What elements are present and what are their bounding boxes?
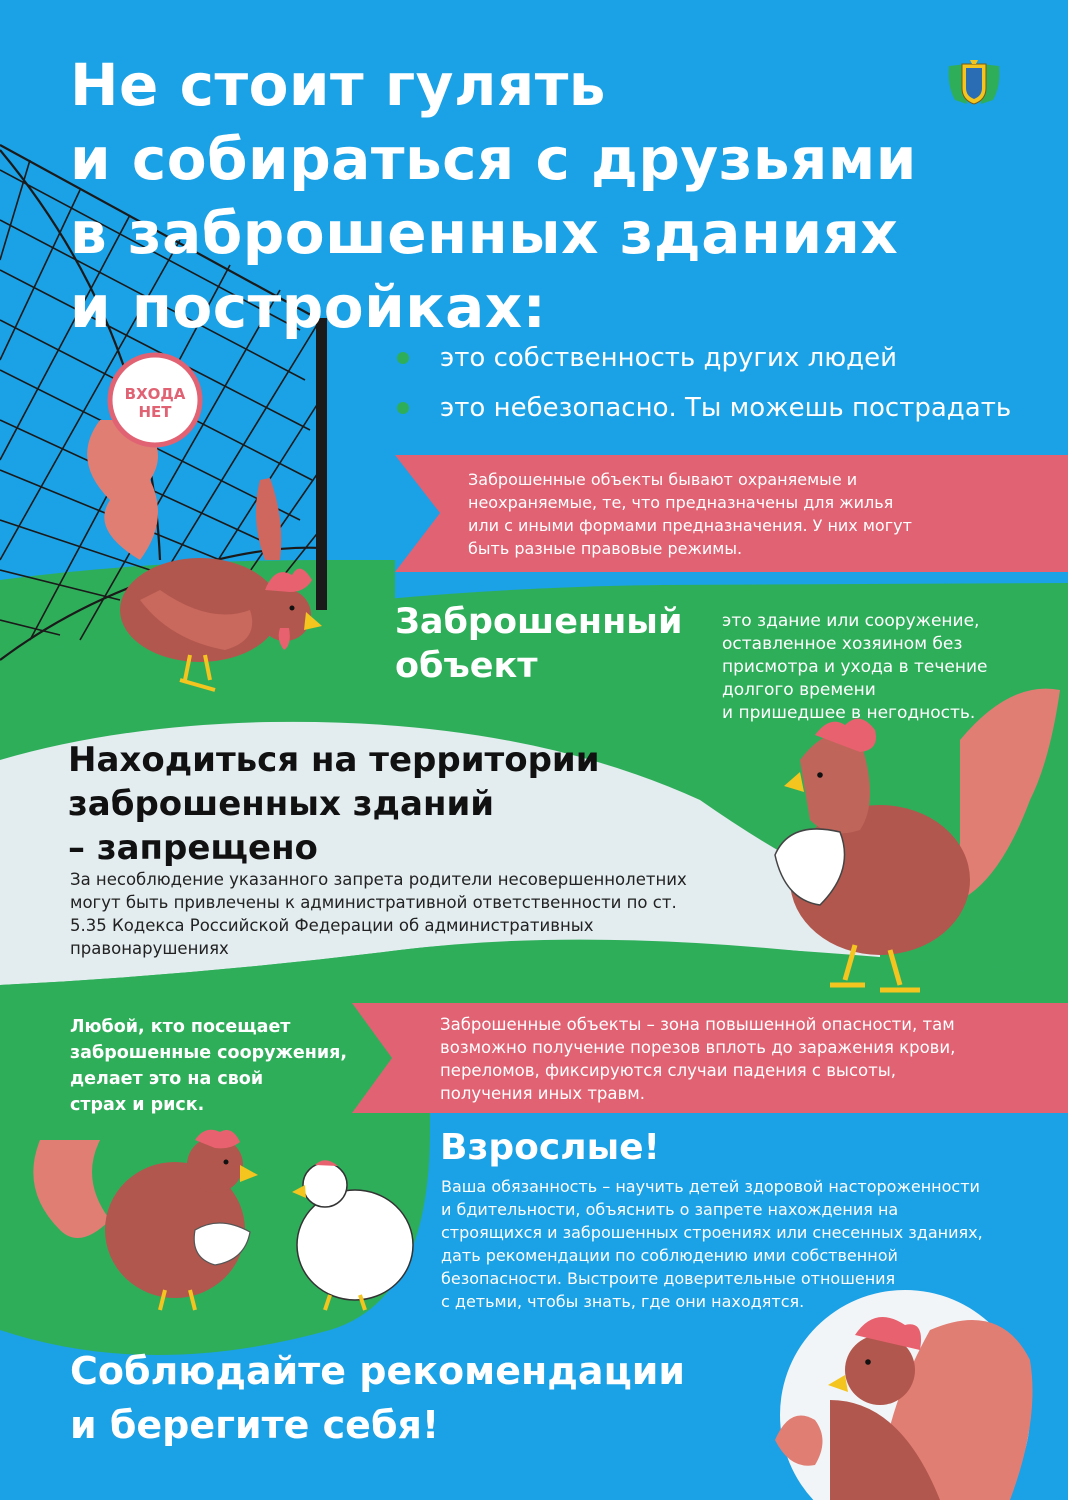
ribbon-1-text [468, 468, 988, 560]
definition-text [722, 610, 1042, 725]
risk-line: делает это на свой [70, 1069, 264, 1089]
definition-line: долгого времени [722, 680, 876, 700]
heading-line: заброшенных зданий [68, 784, 495, 824]
prohibition-line: могут быть привлечены к административной ответственности по ст. [70, 893, 677, 912]
list-item [395, 338, 1011, 388]
prohibition-heading [68, 738, 600, 870]
risk-text [70, 1014, 347, 1118]
page-title [70, 48, 970, 344]
risk-line: заброшенные сооружения, [70, 1043, 348, 1063]
heading-line: – запрещено [68, 828, 318, 868]
ribbon-line: Заброшенные объекты бывают охраняемые и [468, 470, 858, 489]
prohibition-text [70, 868, 750, 960]
adults-heading: Взрослые! [440, 1127, 660, 1168]
risk-line: Любой, кто посещает [70, 1017, 291, 1037]
closing-line: Соблюдайте рекомендации [70, 1349, 685, 1393]
heading-line: Находиться на территории [68, 740, 600, 780]
adults-line: Ваша обязанность – научить детей здоровой настороженности [441, 1177, 980, 1196]
definition-line: это здание или сооружение, [722, 611, 980, 631]
title-line: в заброшенных зданиях [70, 199, 899, 267]
adults-line: дать рекомендации по соблюдению ими собственной [441, 1246, 898, 1265]
ribbon-line: получения иных травм. [440, 1084, 645, 1103]
term-line: Заброшенный [395, 602, 683, 642]
prohibition-line: 5.35 Кодекса Российской Федерации об административных [70, 916, 594, 935]
no-entry-sign-text [110, 385, 200, 421]
definition-line: присмотра и ухода в течение [722, 657, 988, 677]
adults-line: и бдительности, объяснить о запрете нахождения на [441, 1200, 899, 1219]
term-line: объект [395, 646, 538, 686]
adults-line: строящихся и заброшенных строениях или снесенных зданиях, [441, 1223, 983, 1242]
ribbon-line: быть разные правовые режимы. [468, 539, 743, 558]
ribbon-line: неохраняемые, те, что предназначены для жилья [468, 493, 894, 512]
title-line: и собираться с друзьями [70, 125, 917, 193]
sign-line: НЕТ [138, 403, 172, 421]
ribbon-line: возможно получение порезов вплоть до заражения крови, [440, 1038, 956, 1057]
list-item-text: это небезопасно. Ты можешь пострадать [440, 393, 1012, 423]
definition-line: оставленное хозяином без [722, 634, 963, 654]
list-item-text: это собственность других людей [440, 343, 897, 373]
ribbon-line: или с иными формами предназначения. У них могут [468, 516, 912, 535]
bullet-dot-icon [397, 402, 409, 414]
definition-term [395, 600, 682, 688]
ribbon-line: Заброшенные объекты – зона повышенной опасности, там [440, 1015, 955, 1034]
risk-line: страх и риск. [70, 1095, 205, 1115]
list-item [395, 388, 1011, 438]
fence-post [316, 318, 327, 610]
adults-line: безопасности. Выстроите доверительные отношения [441, 1269, 896, 1288]
sign-line: ВХОДА [124, 385, 186, 403]
adults-line: с детьми, чтобы знать, где они находятся. [441, 1292, 805, 1311]
adults-text [441, 1175, 1041, 1313]
closing-line: и берегите себя! [70, 1403, 440, 1447]
prohibition-line: правонарушениях [70, 939, 229, 958]
ribbon-2-text [440, 1013, 1040, 1105]
title-line: Не стоит гулять [70, 51, 606, 119]
ribbon-line: переломов, фиксируются случаи падения с высоты, [440, 1061, 897, 1080]
title-line: и постройках: [70, 273, 547, 341]
definition-line: и пришедшее в негодность. [722, 703, 976, 723]
reason-list [395, 338, 1011, 438]
prohibition-line: За несоблюдение указанного запрета родители несовершеннолетних [70, 870, 687, 889]
bullet-dot-icon [397, 352, 409, 364]
closing-slogan [70, 1344, 685, 1452]
